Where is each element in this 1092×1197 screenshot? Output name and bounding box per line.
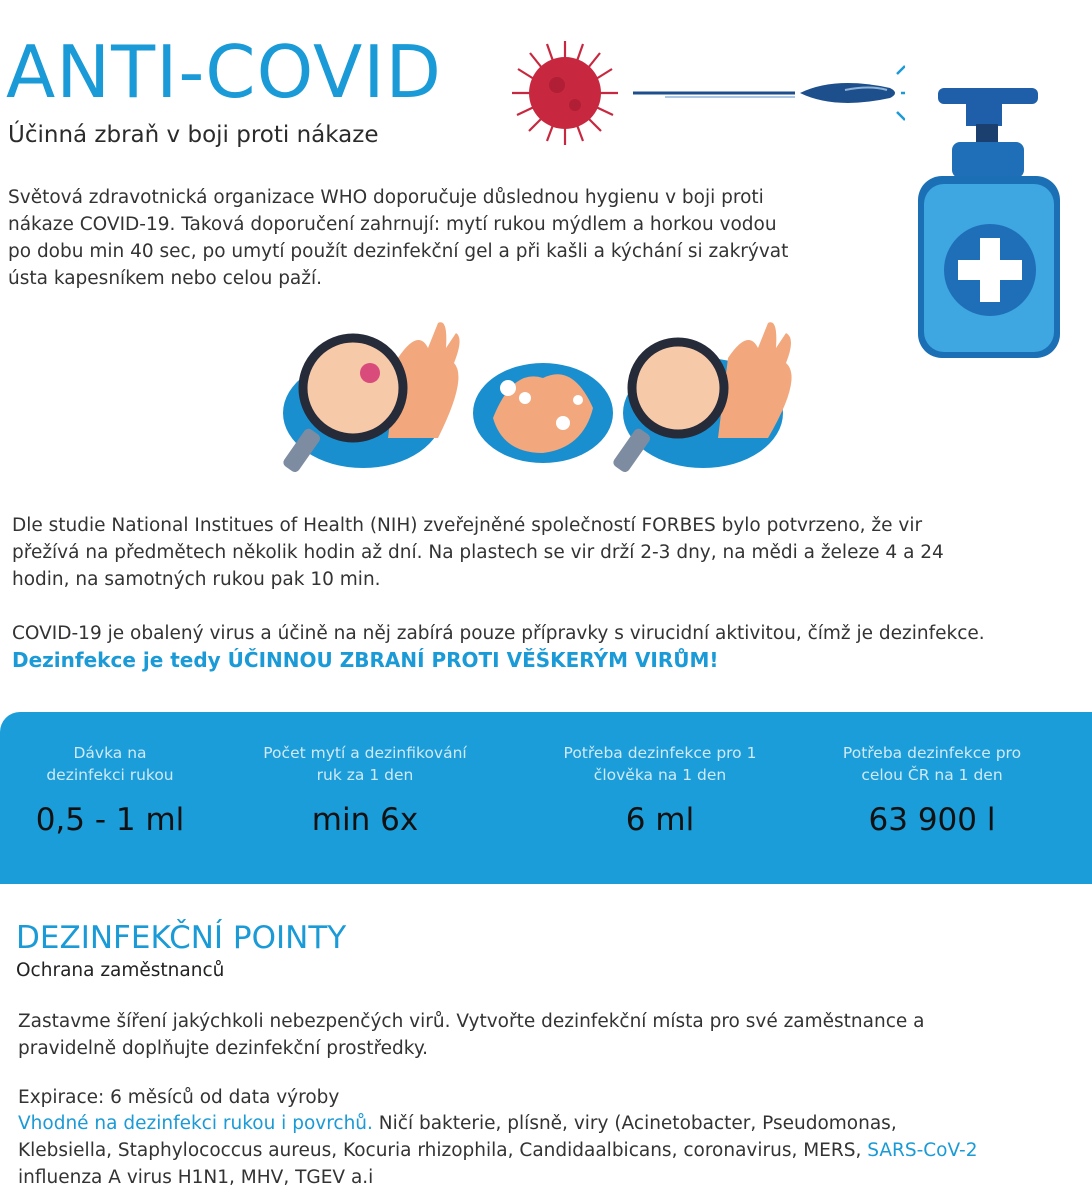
virus-spray-illustration [505,30,905,160]
stats-band [0,712,1092,884]
stat-country: Potřeba dezinfekce pro celou ČR na 1 den 63 900 l [842,744,1022,838]
section-title: DEZINFEKČNÍ POINTY [16,920,347,956]
expiry-text: Expirace: 6 měsíců od data výroby [18,1087,340,1108]
stat-washes: Počet mytí a dezinfikování ruk za 1 den min 6x [263,744,467,838]
magnifier-hand-icon [611,322,791,474]
spray-droplet-icon [633,66,905,120]
intro-paragraph: Světová zdravotnická organizace WHO doporučuje důslednou hygienu v boji proti nákaze COVID-19. Taková doporučení zahrnují: mytí rukou mýdlem a horkou vodou po dobu min 40 sec, po umytí použít dezinfekční gel a při kašli a kýchání si zakrývat ústa kapesníkem nebo celou paží. [8,187,789,289]
section-subtitle: Ochrana zaměstnanců [16,960,225,981]
virus-statement: COVID-19 je obalený virus a účině na něj zabírá pouze přípravky s virucidní aktivitou, čímž je dezinfekce. [12,623,985,644]
sanitizer-bottle-icon [910,80,1070,365]
points-paragraph: Zastavme šíření jakýchkoli nebezpenčých virů. Vytvořte dezinfekční místa pro své zaměstnance a pravidelně doplňujte dezinfekční prostředky. [18,1011,925,1059]
page-subtitle: Účinná zbraň v boji proti nákaze [8,122,379,148]
sars-highlight: SARS-CoV-2 [867,1140,978,1161]
hygiene-illustration [278,318,798,478]
stat-dose: Dávka na dezinfekci rukou 0,5 - 1 ml [35,744,185,838]
study-paragraph: Dle studie National Institues of Health (NIH) zveřejněné společností FORBES bylo potvrzeno, že vir přežívá na předmětech několik hodin až dní. Na plastech se vir drží 2-3 dny, na mědi a železe 4 a 24 hodin, na samotných rukou pak 10 min. [12,515,944,590]
magnifier-hand-icon [281,322,459,474]
highlight-statement: Dezinfekce je tedy ÚČINNOU ZBRANÍ PROTI VĚŠKERÝM VIRŮM! [12,648,719,672]
suitable-highlight: Vhodné na dezinfekci rukou i povrchů. [18,1113,373,1134]
page-title: ANTI-COVID [6,30,442,114]
suitability-paragraph: Vhodné na dezinfekci rukou i povrchů. Ničí bakterie, plísně, viry (Acinetobacter, Pseudomonas, Klebsiella, Staphylococcus aureus, Kocuria rhizophila, Candidaalbicans, coronavirus, MERS, SARS-CoV-2 influenza A virus H1N1, MHV, TGEV a.i [18,1113,978,1188]
stat-per-person: Potřeba dezinfekce pro 1 člověka na 1 den 6 ml [563,744,757,838]
washing-hands-icon [473,363,613,463]
virus-icon [512,41,618,145]
